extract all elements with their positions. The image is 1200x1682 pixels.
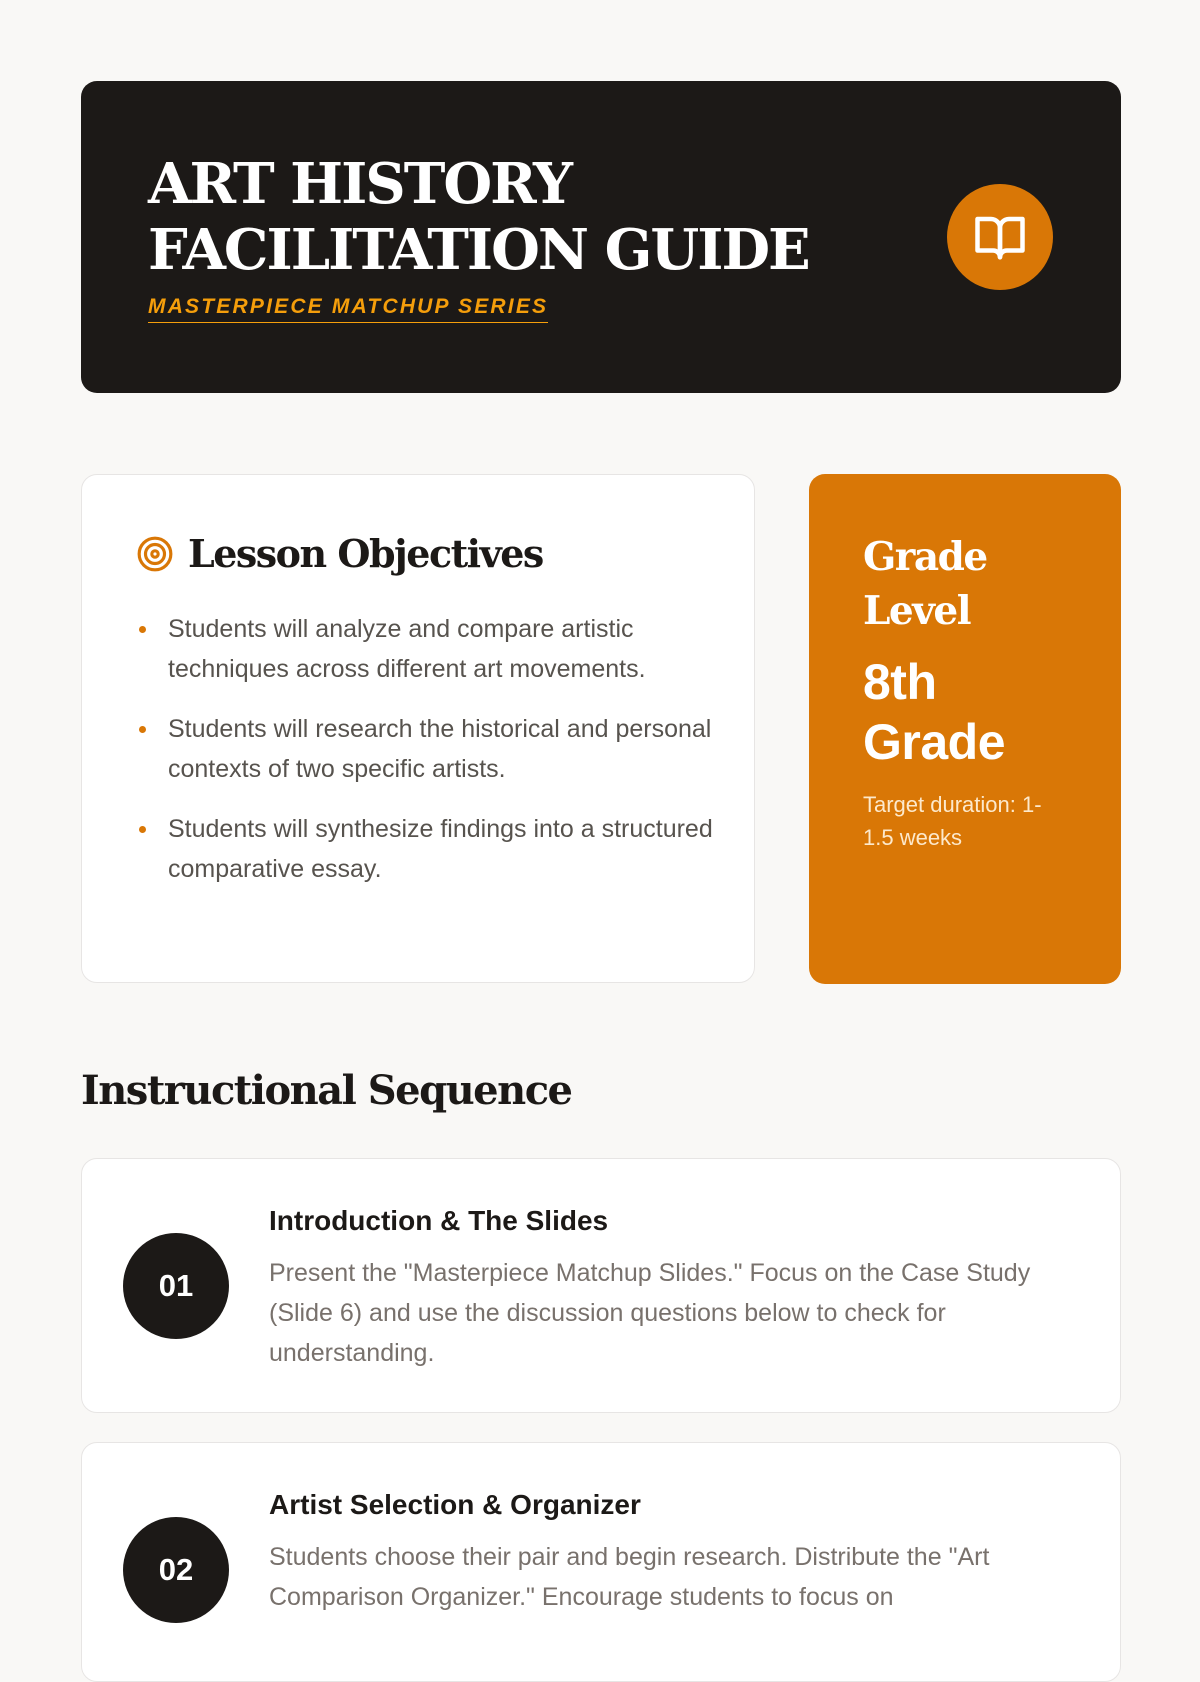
grade-label-line-1: Grade bbox=[863, 534, 987, 580]
step-description: Students choose their pair and begin research. Distribute the "Art Comparison Organizer." Encourage students to focus on bbox=[269, 1543, 990, 1611]
grade-level-label bbox=[863, 530, 1067, 638]
lesson-objectives-card bbox=[81, 474, 755, 983]
step-title: Introduction & The Slides bbox=[269, 1205, 609, 1236]
objective-item: Students will analyze and compare artistic techniques across different art movements. bbox=[136, 609, 716, 689]
step-content bbox=[269, 1487, 1069, 1617]
objective-item: Students will synthesize findings into a structured comparative essay. bbox=[136, 809, 716, 889]
step-title: Artist Selection & Organizer bbox=[269, 1489, 641, 1520]
step-number-badge: 01 bbox=[123, 1233, 229, 1339]
step-content bbox=[269, 1203, 1069, 1373]
grade-label-line-2: Level bbox=[863, 588, 971, 634]
lesson-objectives-heading bbox=[136, 531, 543, 577]
lesson-objectives-title: Lesson Objectives bbox=[188, 531, 543, 576]
grade-level-card bbox=[809, 474, 1121, 984]
guide-header bbox=[81, 81, 1121, 393]
grade-value-line-2: Grade bbox=[863, 714, 1006, 770]
grade-level-value bbox=[863, 652, 1067, 772]
objectives-list bbox=[136, 609, 716, 909]
page-title-line-2: FACILITATION GUIDE bbox=[148, 217, 809, 283]
target-duration-note: Target duration: 1-1.5 weeks bbox=[863, 792, 1042, 850]
sequence-step-card bbox=[81, 1442, 1121, 1682]
series-subtitle: MASTERPIECE MATCHUP SERIES bbox=[148, 295, 548, 323]
page-title bbox=[148, 151, 809, 283]
instructional-sequence-title: Instructional Sequence bbox=[81, 1067, 572, 1114]
step-number-badge: 02 bbox=[123, 1517, 229, 1623]
target-icon bbox=[136, 535, 174, 573]
grade-value-line-1: 8th bbox=[863, 654, 937, 710]
page-title-line-1: ART HISTORY bbox=[148, 151, 571, 217]
step-description: Present the "Masterpiece Matchup Slides." Focus on the Case Study (Slide 6) and use the discussion questions below to check for understanding. bbox=[269, 1259, 1031, 1367]
book-open-icon bbox=[947, 184, 1053, 290]
sequence-step-card bbox=[81, 1158, 1121, 1413]
objective-item: Students will research the historical and personal contexts of two specific artists. bbox=[136, 709, 716, 789]
